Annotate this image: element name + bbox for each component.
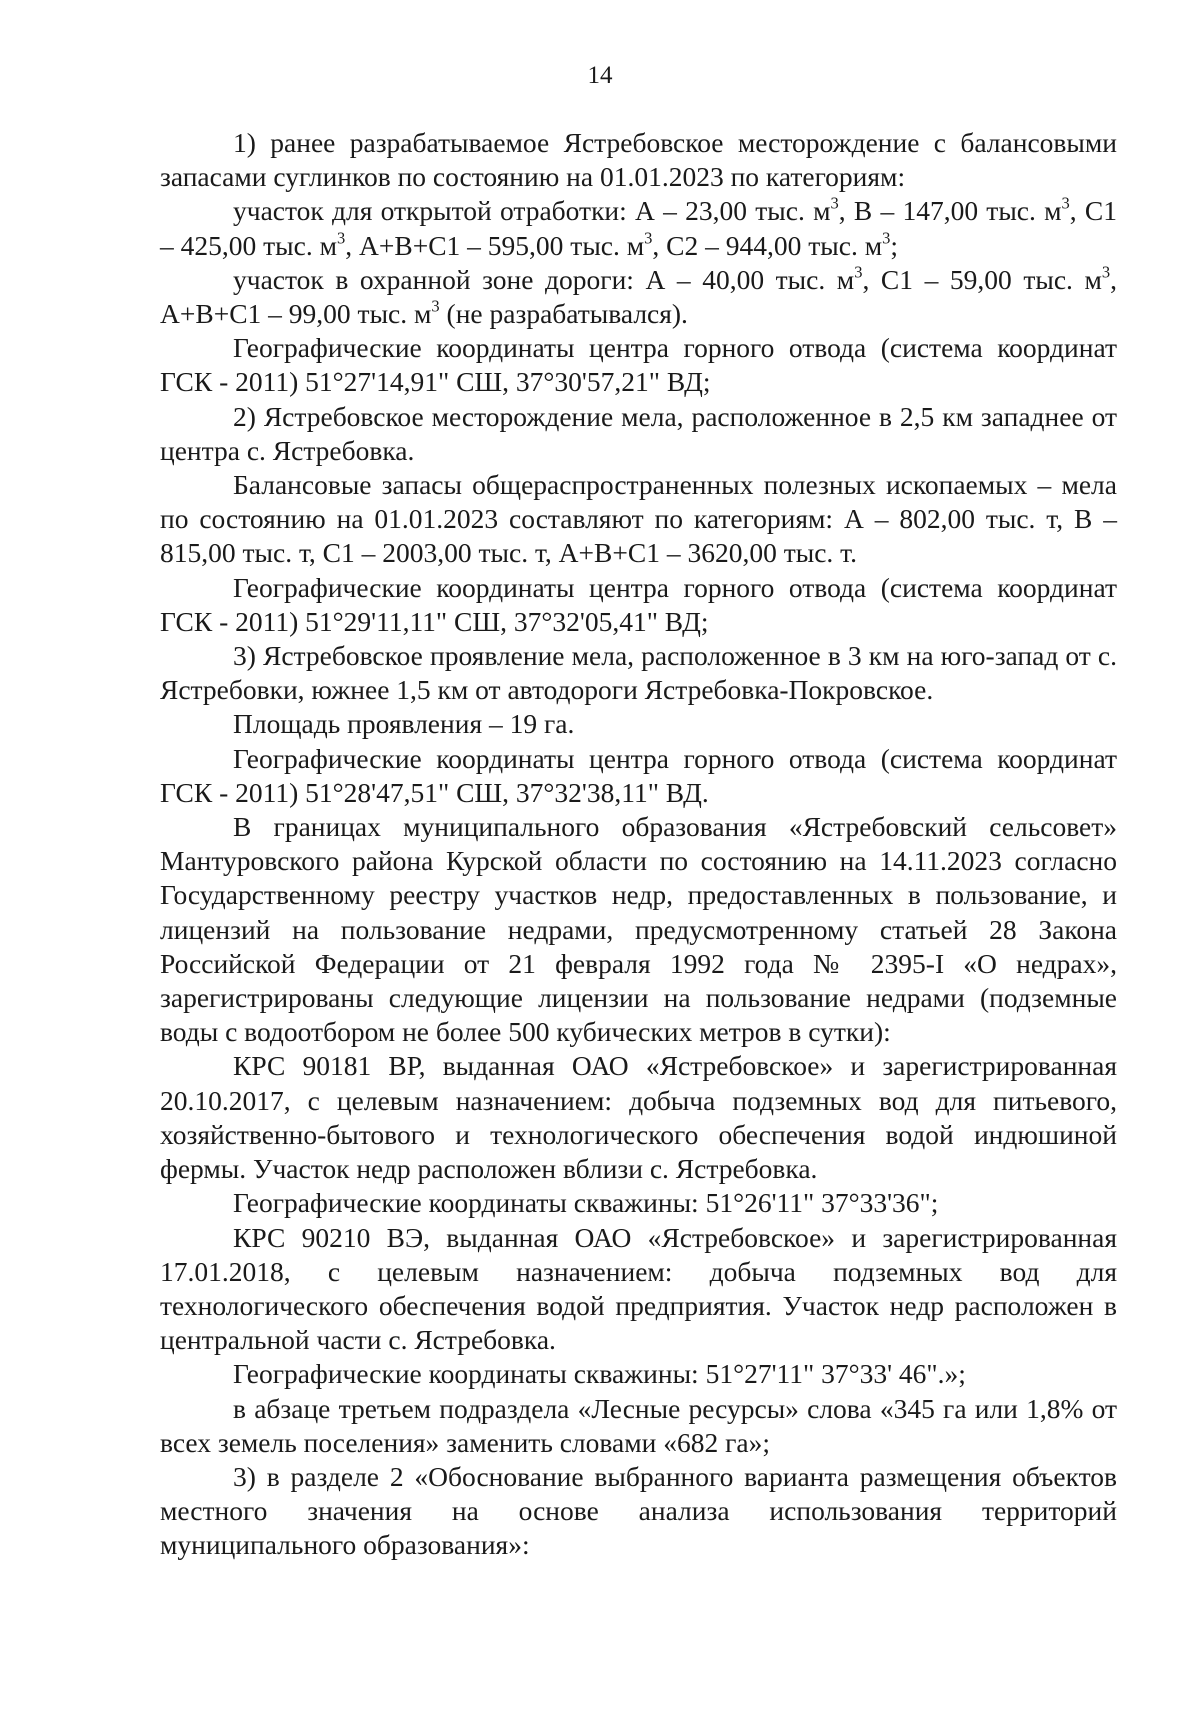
paragraph-13: Географические координаты скважины: 51°26'11" 37°33'36";	[233, 1187, 939, 1219]
paragraph-2: участок для открытой отработки: А – 23,00 тыс. $м^3$, В – 147,00 тыс. $м^3$, С1 – 425,00 тыс. $м^3$, А+В+С1 – 595,00 тыс. $м^3$, С2 – 944,00 тыс. $м^3$;	[160, 193, 1118, 261]
paragraph-15: Географические координаты скважины: 51°27'11" 37°33' 46".»;	[233, 1358, 966, 1390]
paragraph-4: Географические координаты центра горного отвода (система координат ГСК - 2011) 51°27'14,91" СШ, 37°30'57,21" ВД;	[160, 332, 1117, 398]
paragraph-8: 3) Ястребовское проявление мела, расположенное в 3 км на юго-запад от с. Ястребовки, южнее 1,5 км от автодороги Ястребовка-Покровское.	[160, 640, 1117, 706]
paragraph-12: КРС 90181 ВР, выданная ОАО «Ястребовское» и зарегистрированная 20.10.2017, с целевым назначением: добыча подземных вод для питьевого, хозяйственно-бытового и технологического обеспечения водой индюшиной фермы. Участок недр расположен вблизи с. Ястребовка.	[160, 1050, 1117, 1185]
paragraph-9: Площадь проявления – 19 га.	[233, 708, 575, 740]
paragraph-7: Географические координаты центра горного отвода (система координат ГСК - 2011) 51°29'11,11" СШ, 37°32'05,41" ВД;	[160, 571, 1117, 637]
paragraph-3: участок в охранной зоне дороги: А – 40,00 тыс. $м^3$, С1 – 59,00 тыс. $м^3$, А+В+С1 – 99,00 тыс. $м^3$ (не разрабатывался).	[160, 262, 1117, 330]
paragraph-14: КРС 90210 ВЭ, выданная ОАО «Ястребовское» и зарегистрированная 17.01.2018, с целевым назначением: добыча подземных вод для технологического обеспечения водой предприятия. Участок недр расположен в центральной части с. Ястребовка.	[160, 1221, 1117, 1356]
paragraph-16: в абзаце третьем подраздела «Лесные ресурсы» слова «345 га или 1,8% от всех земель поселения» заменить словами «682 га»;	[160, 1392, 1117, 1458]
paragraph-11: В границах муниципального образования «Ястребовский сельсовет» Мантуровского района Курской области по состоянию на 14.11.2023 согласно Государственному реестру участков недр, предоставленных в пользование, и лицензий на пользование недрами, предусмотренному статьей 28 Закона Российской Федерации от 21 февраля 1992 года № 2395-I «О недрах», зарегистрированы следующие лицензии на пользование недрами (подземные воды с водоотбором не более 500 кубических метров в сутки):	[160, 811, 1117, 1048]
paragraph-5: 2) Ястребовское месторождение мела, расположенное в 2,5 км западнее от центра с. Ястребовка.	[160, 400, 1117, 466]
page-number: 14	[587, 62, 613, 89]
paragraph-1: 1) ранее разрабатываемое Ястребовское месторождение с балансовыми запасами суглинков по состоянию на 01.01.2023 по категориям:	[160, 127, 1117, 193]
paragraph-17: 3) в разделе 2 «Обоснование выбранного варианта размещения объектов местного значения на основе анализа использования территорий муниципального образования»:	[160, 1460, 1117, 1561]
paragraph-10: Географические координаты центра горного отвода (система координат ГСК - 2011) 51°28'47,51" СШ, 37°32'38,11" ВД.	[160, 742, 1117, 808]
paragraph-6: Балансовые запасы общераспространенных полезных ископаемых – мела по состоянию на 01.01.2023 составляют по категориям: А – 802,00 тыс. т, В – 815,00 тыс. т, С1 – 2003,00 тыс. т, А+В+С1 – 3620,00 тыс. т.	[160, 469, 1117, 569]
document-body	[160, 126, 1117, 1563]
